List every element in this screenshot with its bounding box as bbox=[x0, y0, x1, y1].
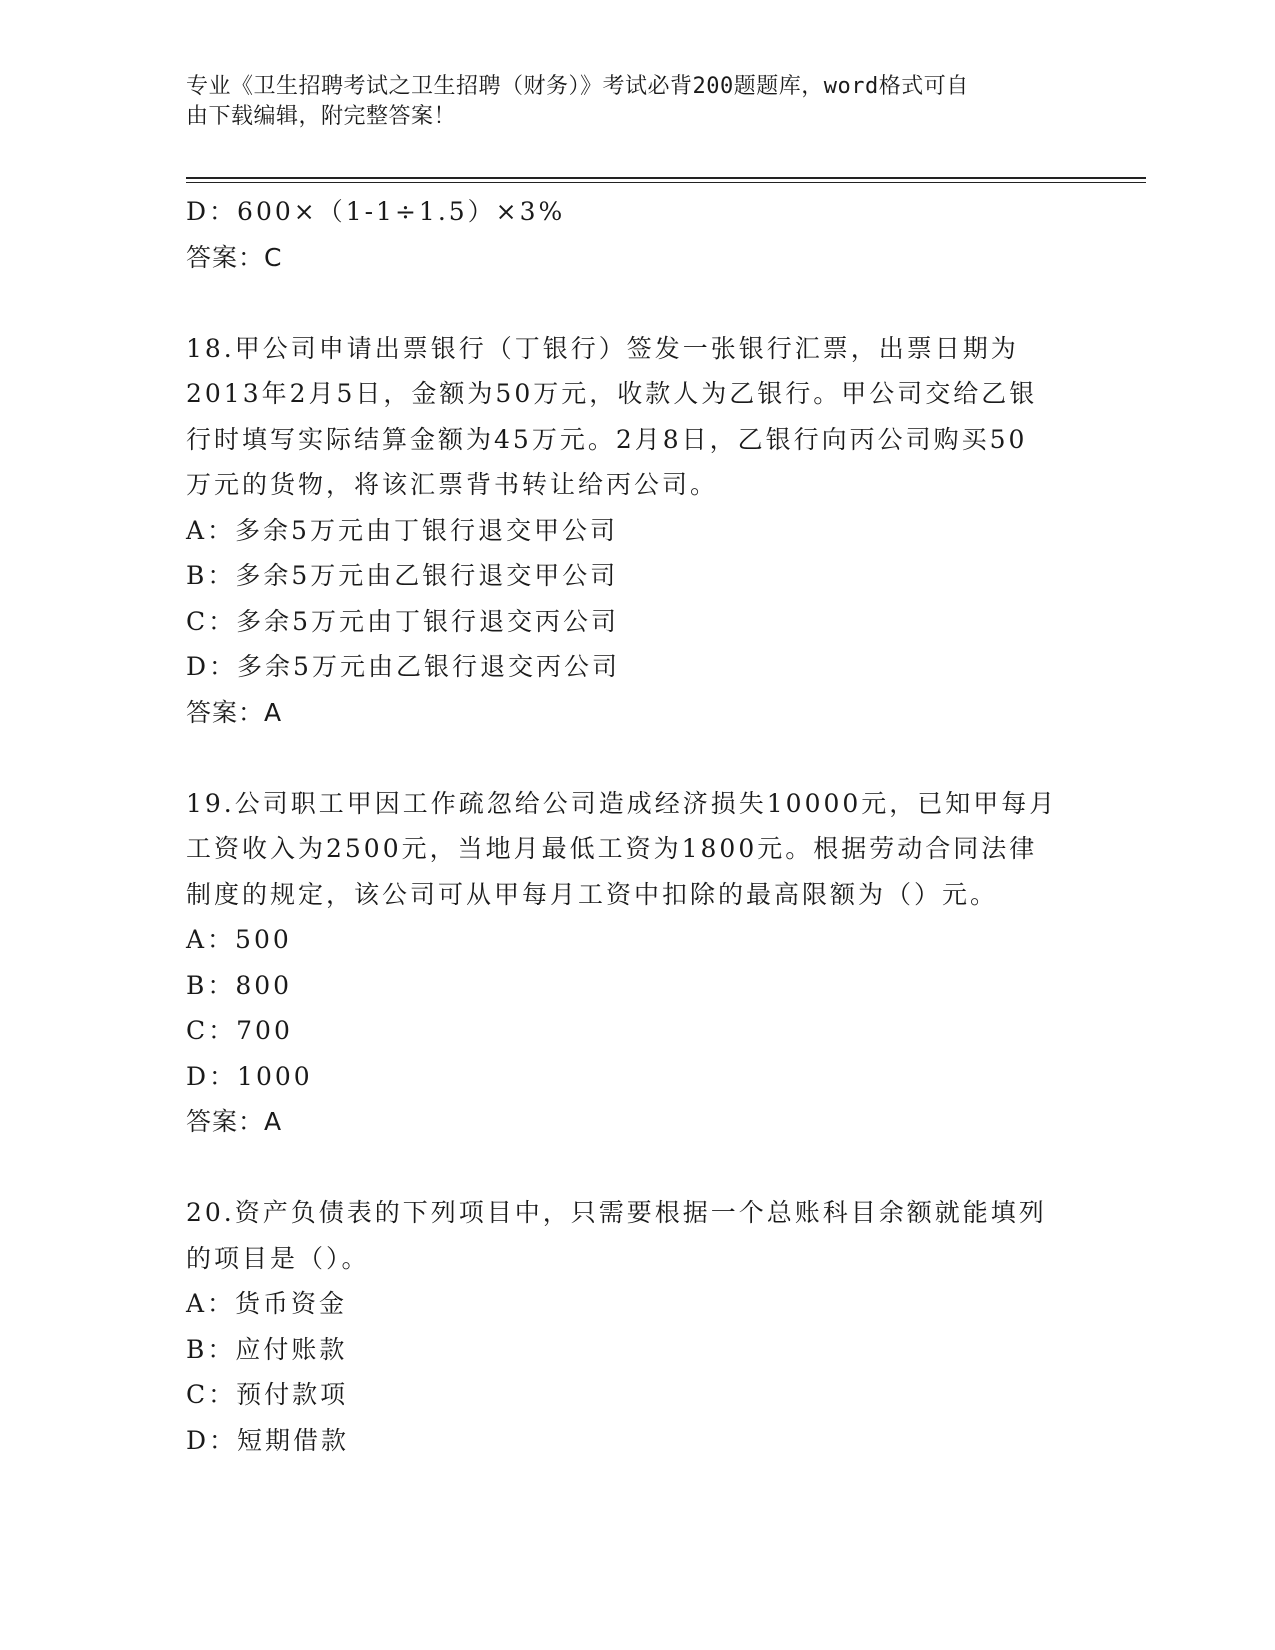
question-stem-line: 20.资产负债表的下列项目中，只需要根据一个总账科目余额就能填列 bbox=[186, 1198, 1047, 1227]
header-line: 专业《卫生招聘考试之卫生招聘（财务）》考试必背200题题库，word格式可自 bbox=[186, 74, 969, 99]
question-stem-line: 2013年2月5日，金额为50万元，收款人为乙银行。甲公司交给乙银 bbox=[186, 379, 1038, 408]
option-d: D：1000 bbox=[186, 1061, 313, 1091]
answer-line: 答案：A bbox=[186, 697, 283, 727]
option-c: C：700 bbox=[186, 1016, 293, 1045]
option-b: B：应付账款 bbox=[186, 1334, 348, 1364]
header-rule-thin bbox=[186, 182, 1146, 183]
spacer bbox=[186, 1145, 1076, 1191]
spacer bbox=[186, 735, 1076, 781]
question-stem-line: 行时填写实际结算金额为45万元。2月8日，乙银行向丙公司购买50 bbox=[186, 424, 1028, 454]
document-header bbox=[186, 72, 1066, 132]
option-d: D：600×（1-1÷1.5）×3% bbox=[186, 197, 566, 226]
header-line: 由下载编辑，附完整答案！ bbox=[186, 104, 457, 129]
option-a: A：多余5万元由丁银行退交甲公司 bbox=[186, 515, 618, 545]
option-a: A：500 bbox=[186, 925, 292, 954]
answer-line: 答案：A bbox=[186, 1107, 283, 1136]
question-stem-line: 工资收入为2500元，当地月最低工资为1800元。根据劳动合同法律 bbox=[186, 834, 1038, 863]
question-stem-line: 万元的货物，将该汇票背书转让给丙公司。 bbox=[186, 470, 719, 499]
option-b: B：多余5万元由乙银行退交甲公司 bbox=[186, 561, 619, 590]
question-stem-line: 的项目是（）。 bbox=[186, 1243, 370, 1273]
previous-question-tail bbox=[186, 189, 1076, 280]
answer-line: 答案：C bbox=[186, 242, 283, 272]
question-stem-line: 制度的规定，该公司可从甲每月工资中扣除的最高限额为（）元。 bbox=[186, 879, 999, 909]
header-rule-thick bbox=[186, 177, 1146, 179]
spacer bbox=[186, 280, 1076, 326]
option-d: D：多余5万元由乙银行退交丙公司 bbox=[186, 652, 620, 681]
question-20 bbox=[186, 1190, 1076, 1463]
option-d: D：短期借款 bbox=[186, 1425, 350, 1455]
question-18 bbox=[186, 326, 1076, 736]
question-19 bbox=[186, 781, 1076, 1145]
option-a: A：货币资金 bbox=[186, 1289, 348, 1318]
option-c: C：多余5万元由丁银行退交丙公司 bbox=[186, 606, 620, 636]
question-stem-line: 18.甲公司申请出票银行（丁银行）签发一张银行汇票，出票日期为 bbox=[186, 333, 1019, 363]
option-b: B：800 bbox=[186, 970, 293, 1000]
question-stem-line: 19.公司职工甲因工作疏忽给公司造成经济损失10000元，已知甲每月 bbox=[186, 788, 1058, 818]
question-content bbox=[186, 189, 1076, 1463]
option-c: C：预付款项 bbox=[186, 1380, 349, 1409]
